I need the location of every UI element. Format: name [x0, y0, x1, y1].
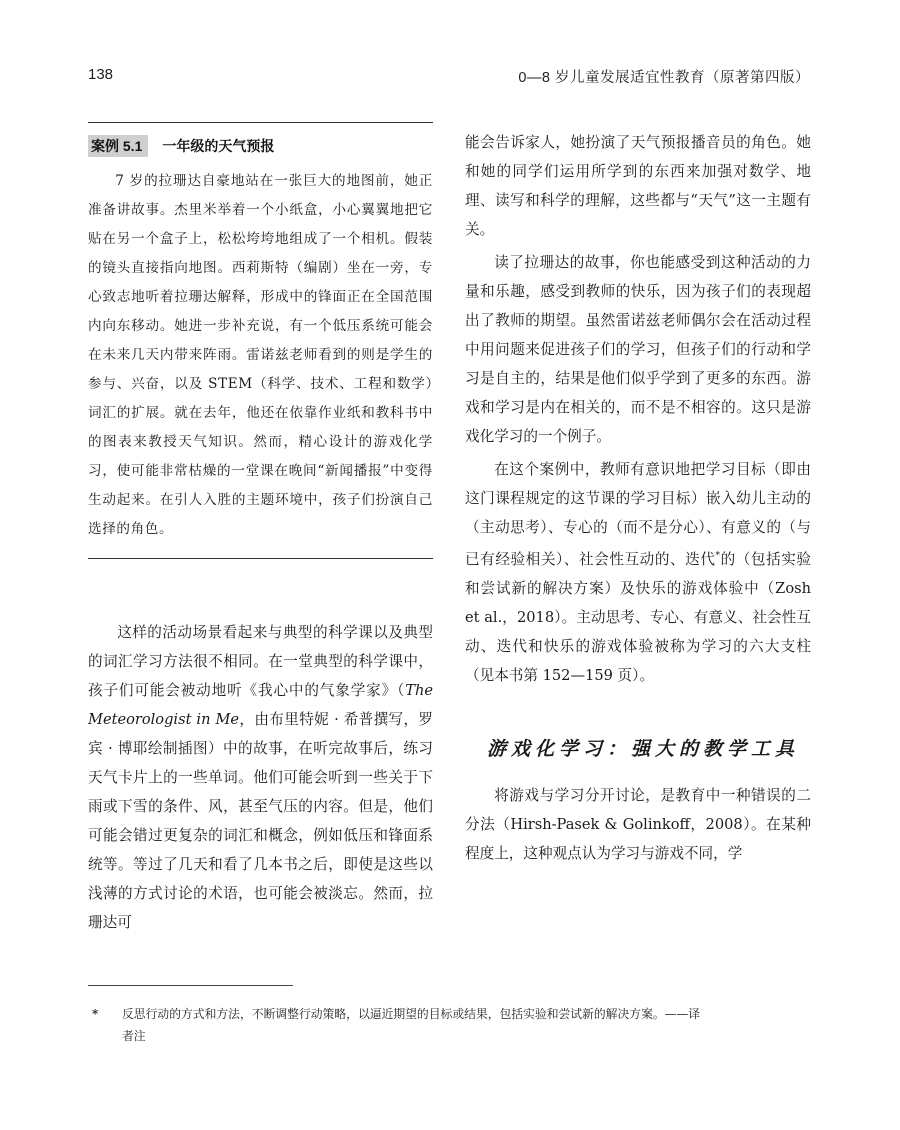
paragraph-text: ，由布里特妮 · 希普撰写，罗宾 · 博耶绘制插图）中的故事，在听完故事后，练习天气卡片上的一些单词。他们可能会听到一些关于下雨或下雪的条件、风，甚至气压的内容。但是，他们可能会错过更复杂的词汇和概念，例如低压和锋面系统等。等过了几天和看了几本书之后，即使是这些以浅薄的方式讨论的术语，也可能会被淡忘。然而，拉珊达可	[88, 711, 434, 931]
paragraph-text: 这样的活动场景看起来与典型的科学课以及典型的词汇学习方法很不相同。在一堂典型的科学课中，孩子们可能会被动地听《我心中的气象学家》（	[88, 624, 433, 699]
case-study-title: 一年级的天气预报	[162, 138, 275, 154]
running-title: 0—8 岁儿童发展适宜性教育（原著第四版）	[518, 70, 810, 86]
case-study-header	[88, 135, 433, 157]
paragraph-text: 的（包括实验和尝试新的解决方案）及快乐的游戏体验中（Zosh et al.，2018）。主动思考、专心、有意义、社会性互动、迭代和快乐的游戏体验被称为学习的六大支柱（见本书第 152—159 页）。	[465, 551, 811, 684]
footnote-mark: *	[92, 1007, 99, 1021]
paragraph-continued: 能会告诉家人，她扮演了天气预报播音员的角色。她和她的同学们运用所学到的东西来加强对数学、地理、读写和科学的理解，这些都与“天气”这一主题有关。	[465, 134, 811, 238]
left-column	[88, 618, 433, 937]
footnote	[92, 1003, 812, 1047]
section-heading: 游戏化学习：强大的教学工具	[487, 738, 800, 760]
paragraph	[465, 455, 811, 690]
paragraph-text: 在这个案例中，教师有意识地把学习目标（即由这门课程规定的这节课的学习目标）嵌入幼儿主动的（主动思考）、专心的（而不是分心）、有意义的（与已有经验相关）、社会性互动的、迭代	[465, 461, 811, 568]
paragraph	[88, 618, 433, 937]
page-number: 138	[88, 66, 114, 83]
footnote-divider	[88, 985, 293, 986]
case-study-body: 7 岁的拉珊达自豪地站在一张巨大的地图前，她正准备讲故事。杰里米举着一个小纸盒，小心翼翼地把它贴在另一个盒子上，松松垮垮地组成了一个相机。假装的镜头直接指向地图。西莉斯特（编剧）坐在一旁，专心致志地听着拉珊达解释，形成中的锋面正在全国范围内向东移动。她进一步补充说，有一个低压系统可能会在未来几天内带来阵雨。雷诺兹老师看到的则是学生的参与、兴奋，以及 STEM（科学、技术、工程和数学）词汇的扩展。就在去年，他还在依靠作业纸和教科书中的图表来教授天气知识。然而，精心设计的游戏化学习，使可能非常枯燥的一堂课在晚间“新闻播报”中变得生动起来。在引人入胜的主题环境中，孩子们扮演自己选择的角色。	[88, 173, 433, 537]
case-study-box	[88, 122, 433, 559]
paragraph: 读了拉珊达的故事，你也能感受到这种活动的力量和乐趣，感受到教师的快乐，因为孩子们的表现超出了教师的期望。虽然雷诺兹老师偶尔会在活动过程中用问题来促进孩子们的学习，但孩子们的行动和学习是自主的，结果是他们似乎学到了更多的东西。游戏和学习是内在相关的，而不是不相容的。这只是游戏化学习的一个例子。	[465, 254, 811, 445]
footnote-text: 反思行动的方式和方法，不断调整行动策略，以逼近期望的目标或结果，包括实验和尝试新的解决方案。——译	[122, 1007, 701, 1021]
footnote-text-continued: 者注	[122, 1029, 146, 1043]
paragraph: 将游戏与学习分开讨论，是教育中一种错误的二分法（Hirsh-Pasek & Golinkoff，2008）。在某种程度上，这种观点认为学习与游戏不同，学	[465, 787, 811, 862]
case-study-label: 案例 5.1	[88, 135, 148, 157]
book-title-english: The Meteorologist in Me	[88, 682, 433, 728]
footnote-reference: *	[715, 551, 720, 561]
right-column	[465, 128, 811, 868]
